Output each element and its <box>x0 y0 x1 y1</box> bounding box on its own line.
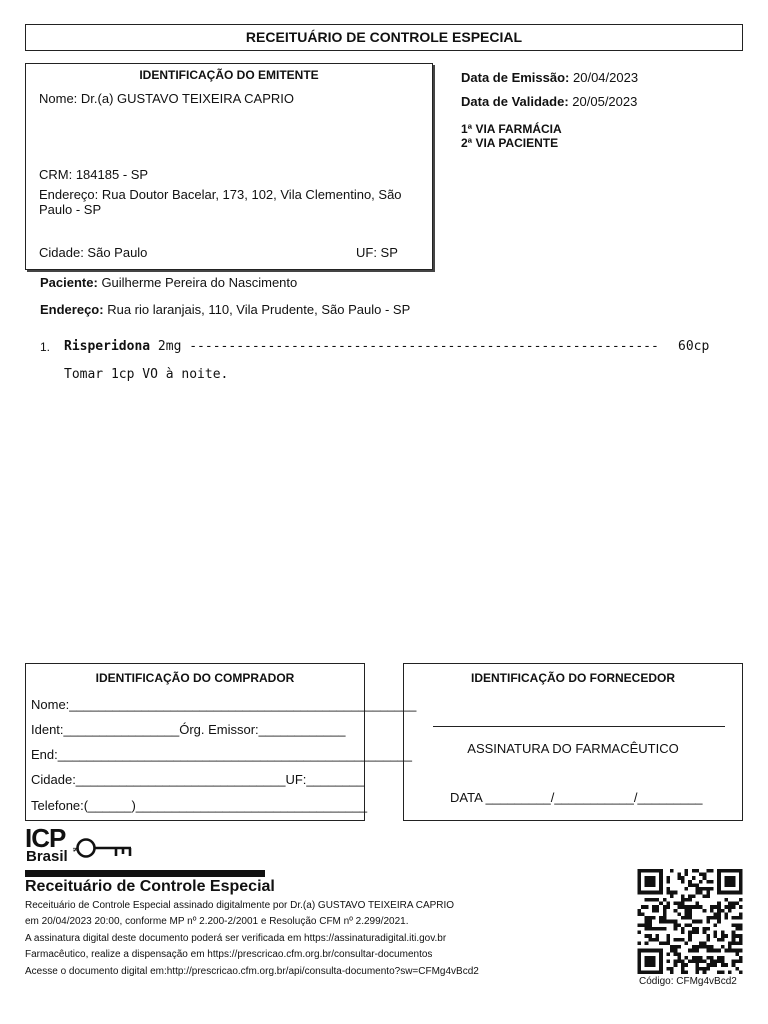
fornecedor-section <box>403 663 743 821</box>
comprador-section <box>25 663 417 821</box>
comprador-header: IDENTIFICAÇÃO DO COMPRADOR <box>95 671 295 685</box>
via-farmacia: 1ª VIA FARMÁCIA <box>461 122 562 136</box>
document-title: RECEITUÁRIO DE CONTROLE ESPECIAL <box>25 24 743 51</box>
qr-code-icon <box>635 869 745 974</box>
footer-line-5: Acesse o documento digital em:http://prescricao.cfm.org.br/api/consulta-documento?sw=CFMg4vBcd2 <box>25 966 479 977</box>
prescription-dashes: ------------------------------------------------------------ <box>189 339 659 354</box>
data-emissao <box>461 70 638 85</box>
via-paciente: 2ª VIA PACIENTE <box>461 136 559 150</box>
footer-divider-bar <box>25 870 265 877</box>
data-validade-value: 20/05/2023 <box>572 94 638 109</box>
logo-icp-text: ICP <box>25 823 66 853</box>
comprador-ident-field: Ident:________________Órg. Emissor:____________ <box>31 722 346 737</box>
prescription-dose: 2mg <box>157 339 182 354</box>
fornecedor-data-field: DATA _________/___________/_________ <box>450 790 703 805</box>
footer-line-4: Farmacêutico, realize a dispensação em https://prescricao.cfm.org.br/consultar-documentos <box>25 949 433 960</box>
prescription-drug: Risperidona <box>64 339 151 354</box>
emitente-endereco-2: Paulo - SP <box>39 202 102 217</box>
prescription-line <box>64 339 659 354</box>
paciente-endereco-value: Rua rio laranjais, 110, Vila Prudente, São Paulo - SP <box>107 302 411 317</box>
paciente-label: Paciente: <box>40 275 98 290</box>
emitente-uf: UF: SP <box>356 245 398 260</box>
comprador-cidade-field: Cidade:_____________________________UF:________ <box>31 772 365 787</box>
assinatura-label: ASSINATURA DO FARMACÊUTICO <box>467 741 679 756</box>
emitente-section <box>25 63 433 270</box>
data-validade <box>461 94 637 109</box>
key-icon <box>72 835 133 861</box>
prescription-number: 1. <box>40 340 51 354</box>
prescription-instructions: Tomar 1cp VO à noite. <box>64 367 229 382</box>
icp-brasil-logo <box>25 823 135 867</box>
paciente-endereco-row <box>40 302 410 317</box>
svg-text:≠: ≠ <box>72 845 80 855</box>
data-emissao-value: 20/04/2023 <box>573 70 639 85</box>
paciente-endereco-label: Endereço: <box>40 302 104 317</box>
prescription-quantity: 60cp <box>678 339 710 354</box>
emitente-crm: CRM: 184185 - SP <box>39 167 149 182</box>
data-validade-label: Data de Validade: <box>461 94 569 109</box>
fornecedor-header: IDENTIFICAÇÃO DO FORNECEDOR <box>471 671 675 685</box>
logo-brasil-text: Brasil <box>26 848 68 865</box>
footer-title: Receituário de Controle Especial <box>25 878 275 895</box>
footer-line-2: em 20/04/2023 20:00, conforme MP nº 2.200-2/2001 e Resolução CFM nº 2.299/2021. <box>25 916 409 927</box>
comprador-end-field: End:_________________________________________________ <box>31 747 413 762</box>
comprador-telefone-field: Telefone:(______)________________________________ <box>31 798 368 813</box>
emitente-nome: Nome: Dr.(a) GUSTAVO TEIXEIRA CAPRIO <box>39 91 294 106</box>
paciente-value: Guilherme Pereira do Nascimento <box>101 275 298 290</box>
signature-line <box>433 726 725 727</box>
codigo-label: Código: CFMg4vBcd2 <box>639 976 737 987</box>
emitente-header: IDENTIFICAÇÃO DO EMITENTE <box>139 68 319 82</box>
comprador-nome-field: Nome:________________________________________________ <box>31 697 417 712</box>
paciente-row <box>40 275 297 290</box>
data-emissao-label: Data de Emissão: <box>461 70 570 85</box>
footer-line-3: A assinatura digital deste documento poderá ser verificada em https://assinaturadigital.iti.gov.br <box>25 933 447 944</box>
emitente-endereco-1: Endereço: Rua Doutor Bacelar, 173, 102, Vila Clementino, São <box>39 187 402 202</box>
footer-line-1: Receituário de Controle Especial assinado digitalmente por Dr.(a) GUSTAVO TEIXEIRA CAPRIO <box>25 900 455 911</box>
emitente-cidade: Cidade: São Paulo <box>39 245 148 260</box>
